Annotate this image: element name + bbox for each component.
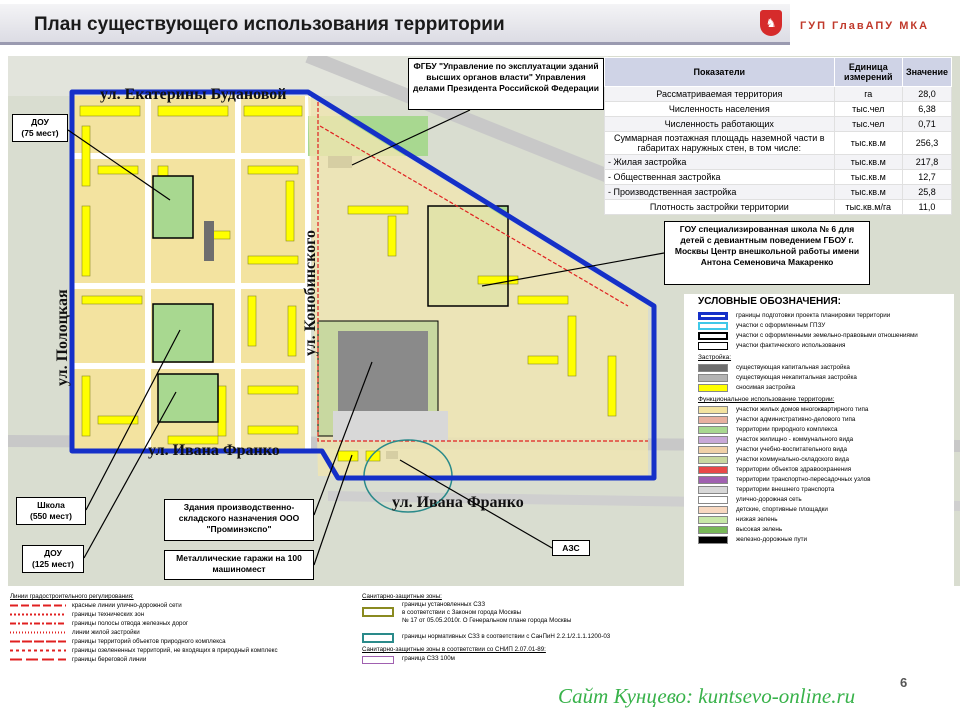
legend-item <box>698 445 954 455</box>
lines-legend-swatch <box>10 628 66 637</box>
page-title: План существующего использования территории <box>34 14 505 35</box>
legend-swatch <box>698 486 728 494</box>
legend-item <box>698 495 954 505</box>
legend-label: низкая зелень <box>736 516 778 523</box>
legend-title: УСЛОВНЫЕ ОБОЗНАЧЕНИЯ: <box>698 296 841 307</box>
lines-legend-swatch <box>10 610 66 619</box>
legend-swatch <box>698 312 728 320</box>
indicator-name: Рассматриваемая территория <box>605 87 835 102</box>
legend-label: железно-дорожные пути <box>736 536 808 543</box>
legend-swatch <box>698 476 728 484</box>
legend-item <box>698 515 954 525</box>
table-row <box>605 155 952 170</box>
industrial-buildings <box>338 331 428 411</box>
lines-legend-item <box>10 637 350 646</box>
legend-label: существующая некапитальная застройка <box>736 374 857 381</box>
lines-legend-title: Линии градостроительного регулирования: <box>10 593 134 600</box>
legend-swatch <box>698 364 728 372</box>
legend-item <box>698 383 954 393</box>
lines-legend-item <box>10 628 350 637</box>
table-row <box>605 132 952 155</box>
indicator-value: 0,71 <box>902 117 951 132</box>
table-row <box>605 117 952 132</box>
legend-func <box>684 405 954 545</box>
legend-label: участки фактического использования <box>736 342 846 349</box>
legend-item <box>698 475 954 485</box>
bottom-legend <box>10 592 680 682</box>
legend-swatch <box>698 446 728 454</box>
indicator-name: - Производственная застройка <box>605 185 835 200</box>
legend-build <box>684 363 954 393</box>
header <box>0 0 960 48</box>
callout-gou: ГОУ специализированная школа № 6 для детей с девиантным поведением ГБОУ г. Москвы Центр внешкольной работы имени Антона Семеновича Макаренко <box>664 221 870 285</box>
legend-label: территории объектов здравоохранения <box>736 466 852 473</box>
callout-school550: Школа (550 мест) <box>16 497 86 525</box>
page-number: 6 <box>900 675 908 690</box>
indicator-name: Суммарная поэтажная площадь наземной части в габаритах наружных стен, в том числе: <box>605 132 835 155</box>
legend-item <box>698 435 954 445</box>
legend-label: территории природного комплекса <box>736 426 838 433</box>
legend-item <box>698 455 954 465</box>
lines-legend-item <box>10 610 350 619</box>
table-row <box>605 185 952 200</box>
indicator-name: Численность населения <box>605 102 835 117</box>
legend-label: сносимая застройка <box>736 384 796 391</box>
org-name: ГУП ГлавАПУ МКА <box>800 20 930 32</box>
indicator-value: 217,8 <box>902 155 951 170</box>
legend-item <box>698 425 954 435</box>
lines-legend-item <box>10 601 350 610</box>
legend-item <box>698 525 954 535</box>
sanitary-item-1 <box>362 601 682 631</box>
moscow-emblem-icon: ♞ <box>760 10 782 36</box>
indicators-header-row <box>605 58 952 87</box>
indicator-value: 256,3 <box>902 132 951 155</box>
legend-swatch <box>698 536 728 544</box>
legend-boundaries <box>684 311 954 351</box>
map-legend <box>684 294 954 604</box>
lines-legend-label: границы полосы отвода железных дорог <box>72 620 189 627</box>
lines-legend-items <box>10 601 350 664</box>
indicator-unit: тыс.чел <box>834 102 902 117</box>
legend-swatch <box>698 332 728 340</box>
legend-label: участки с оформленными земельно-правовыми отношениями <box>736 332 918 339</box>
lines-legend-item <box>10 646 350 655</box>
legend-swatch <box>698 416 728 424</box>
legend-swatch <box>698 384 728 392</box>
lines-legend-swatch <box>10 646 66 655</box>
sanitary-label-3: граница СЗЗ 100м <box>402 655 455 662</box>
indicators-header-value: Значение <box>902 58 951 87</box>
sanitary-label-2: границы нормативных СЗЗ в соответствии с СанПиН 2.2.1/2.1.1.1200-03 <box>402 633 611 640</box>
street-label-kononobinskogo: ул. Конобинского <box>302 229 319 356</box>
legend-label: территории внешнего транспорта <box>736 486 835 493</box>
legend-item <box>698 373 954 383</box>
garages-area <box>333 411 448 441</box>
legend-item <box>698 363 954 373</box>
lines-legend-label: границы территорий объектов природного комплекса <box>72 638 226 645</box>
street-label-ivana-franko-right: ул. Ивана Франко <box>392 494 524 511</box>
legend-swatch <box>698 506 728 514</box>
street-label-ekateriny: ул. Екатерины Будановой <box>100 86 287 103</box>
indicator-value: 28,0 <box>902 87 951 102</box>
street-label-ivana-franko-left: ул. Ивана Франко <box>148 442 280 459</box>
legend-label: участки административно-делового типа <box>736 416 856 423</box>
legend-func-title: Функциональное использование территории: <box>698 396 835 403</box>
lines-legend-swatch <box>10 637 66 646</box>
legend-item <box>698 505 954 515</box>
legend-swatch <box>698 516 728 524</box>
indicator-unit: тыс.кв.м <box>834 170 902 185</box>
legend-label: участок жилищно - коммунального вида <box>736 436 854 443</box>
lines-legend-swatch <box>10 601 66 610</box>
lines-legend-swatch <box>10 619 66 628</box>
table-row <box>605 170 952 185</box>
indicator-unit: тыс.кв.м <box>834 185 902 200</box>
legend-swatch <box>698 526 728 534</box>
callout-azs: АЗС <box>552 540 590 556</box>
lines-legend <box>10 592 350 664</box>
legend-item <box>698 485 954 495</box>
lines-legend-item <box>10 619 350 628</box>
callout-garages: Металлические гаражи на 100 машиномест <box>164 550 314 580</box>
legend-item <box>698 405 954 415</box>
callout-dou75: ДОУ (75 мест) <box>12 114 68 142</box>
legend-swatch <box>698 426 728 434</box>
street-label-polotskaya: ул. Полоцкая <box>54 289 71 386</box>
indicators-header-unit: Единица измерений <box>834 58 902 87</box>
legend-item <box>698 321 954 331</box>
legend-item <box>698 465 954 475</box>
sanitary-symbol-1 <box>362 607 394 617</box>
legend-swatch <box>698 342 728 350</box>
legend-swatch <box>698 374 728 382</box>
legend-label: границы подготовки проекта планировки территории <box>736 312 891 319</box>
lines-legend-swatch <box>10 655 66 664</box>
legend-label: улично-дорожная сеть <box>736 496 802 503</box>
legend-label: существующая капитальная застройка <box>736 364 850 371</box>
table-row <box>605 87 952 102</box>
indicator-name: Плотность застройки территории <box>605 200 835 215</box>
indicator-value: 12,7 <box>902 170 951 185</box>
indicator-value: 6,38 <box>902 102 951 117</box>
legend-item <box>698 311 954 321</box>
sanitary-item-3 <box>362 654 682 666</box>
legend-label: участки коммунально-складского вида <box>736 456 849 463</box>
legend-item <box>698 341 954 351</box>
legend-swatch <box>698 406 728 414</box>
indicators-table <box>604 57 952 215</box>
legend-swatch <box>698 322 728 330</box>
sanitary-legend-title2: Санитарно-защитные зоны в соответствии со СНИП 2.07.01-89: <box>362 646 546 653</box>
legend-item <box>698 535 954 545</box>
watermark: Сайт Кунцево: kuntsevo-online.ru <box>558 684 856 708</box>
indicator-unit: тыс.чел <box>834 117 902 132</box>
legend-label: детские, спортивные площадки <box>736 506 828 513</box>
sanitary-symbol-2 <box>362 633 394 643</box>
legend-build-title: Застройка: <box>698 354 732 361</box>
indicator-unit: тыс.кв.м <box>834 155 902 170</box>
legend-label: территории транспортно-пересадочных узлов <box>736 476 871 483</box>
indicator-unit: тыс.кв.м <box>834 132 902 155</box>
sanitary-symbol-3 <box>362 656 394 664</box>
legend-label: участки жилых домов многоквартирного типа <box>736 406 869 413</box>
callout-fgbu: ФГБУ "Управление по эксплуатации зданий высших органов власти" Управления делами Президента Российской Федерации <box>408 58 604 110</box>
lines-legend-label: границы технических зон <box>72 611 145 618</box>
lines-legend-label: границы береговой линии <box>72 656 147 663</box>
legend-swatch <box>698 466 728 474</box>
sanitary-legend-title: Санитарно-защитные зоны: <box>362 593 442 600</box>
lines-legend-label: линии жилой застройки <box>72 629 140 636</box>
legend-swatch <box>698 456 728 464</box>
indicator-value: 11,0 <box>902 200 951 215</box>
indicator-unit: тыс.кв.м/га <box>834 200 902 215</box>
indicator-name: Численность работающих <box>605 117 835 132</box>
indicator-unit: га <box>834 87 902 102</box>
indicator-name: - Жилая застройка <box>605 155 835 170</box>
sanitary-label-1: границы установленных СЗЗ в соответствии с Законом города Москвы № 17 от 05.05.2010г. О Генеральном плане города Москвы <box>402 601 572 624</box>
legend-item <box>698 415 954 425</box>
legend-label: высокая зелень <box>736 526 783 533</box>
lines-legend-label: красные линии улично-дорожной сети <box>72 602 182 609</box>
legend-item <box>698 331 954 341</box>
legend-swatch <box>698 436 728 444</box>
lines-legend-item <box>10 655 350 664</box>
callout-prom: Здания производственно-складского назначения ООО "Проминэкспо" <box>164 499 314 541</box>
sanitary-legend <box>362 592 682 666</box>
sanitary-item-2 <box>362 631 682 645</box>
indicators-header-name: Показатели <box>605 58 835 87</box>
lines-legend-label: границы озелененных территорий, не входящих в природный комплекс <box>72 647 278 654</box>
legend-label: участки с оформленным ГПЗУ <box>736 322 826 329</box>
table-row <box>605 200 952 215</box>
callout-dou125: ДОУ (125 мест) <box>22 545 84 573</box>
indicator-name: - Общественная застройка <box>605 170 835 185</box>
legend-swatch <box>698 496 728 504</box>
legend-label: участки учебно-воспитательного вида <box>736 446 848 453</box>
indicator-value: 25,8 <box>902 185 951 200</box>
table-row <box>605 102 952 117</box>
